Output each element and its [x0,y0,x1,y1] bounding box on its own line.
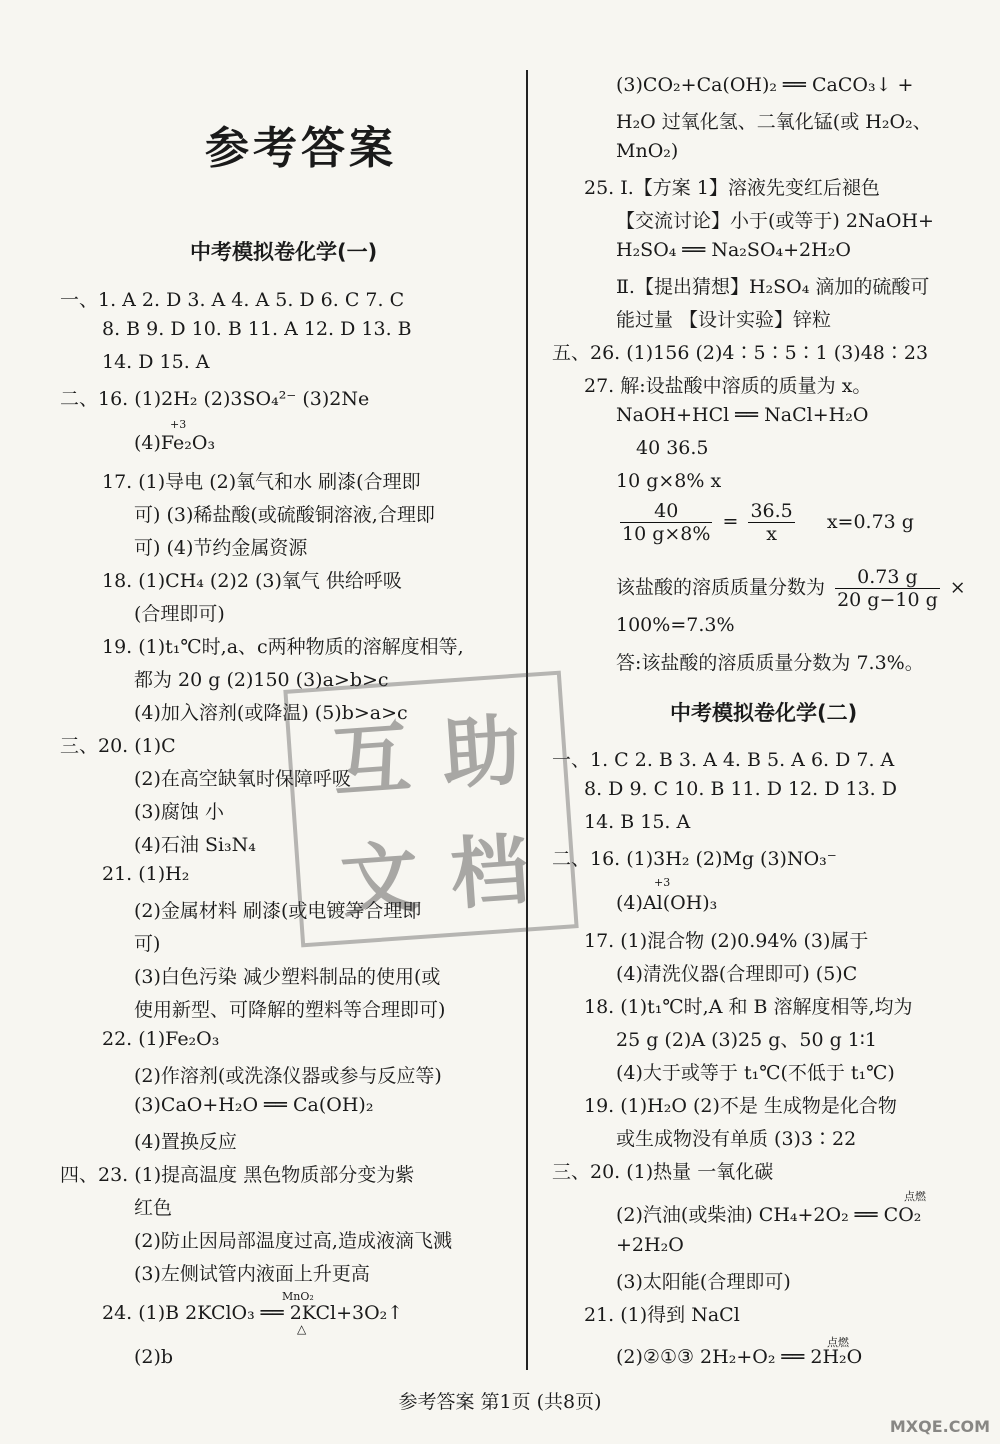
valence-mark: +3 [170,418,187,431]
answer-line: 红色 [134,1197,173,1219]
answer-line: 二、16. (1)2H₂ (2)3SO₄²⁻ (3)2Ne [60,388,370,410]
answer-line: 一、1. C 2. B 3. A 4. B 5. A 6. D 7. A [552,749,895,771]
answer-line: (3)白色污染 减少塑料制品的使用(或 [134,966,441,988]
answer-line: (3)太阳能(合理即可) [616,1271,791,1293]
answer-line: 24. (1)B 2KClO₃ ══ 2KCl+3O₂↑ [102,1302,404,1324]
answer-line: 可) (3)稀盐酸(或硫酸铜溶液,合理即 [134,504,435,526]
answer-line: (4)Fe₂O₃ [134,432,216,454]
answer-line: (3)腐蚀 小 [134,801,224,823]
answer-line: 19. (1)H₂O (2)不是 生成物是化合物 [584,1095,897,1117]
answer-line: 8. D 9. C 10. B 11. D 12. D 13. D [584,778,897,800]
answer-line: +2H₂O [616,1234,684,1256]
answer-line: (2)金属材料 刷漆(或电镀等合理即 [134,900,422,922]
answer-line: 25 g (2)A (3)25 g、50 g 1∶1 [616,1029,877,1051]
reaction-condition: MnO₂ [282,1290,314,1303]
answer-line: (3)左侧试管内液面上升更高 [134,1263,370,1285]
answer-line: Ⅱ.【提出猜想】H₂SO₄ 滴加的硫酸可 [616,276,930,298]
answer-line: H₂SO₄ ══ Na₂SO₄+2H₂O [616,239,851,261]
fraction: $\frac{36.5}{x}$ [750,500,793,545]
answer-line: 10 g×8% x [616,470,722,492]
answer-line: 或生成物没有单质 (3)3∶22 [616,1128,857,1150]
answer-line: MnO₂) [616,140,679,162]
fraction-line: 该盐酸的溶质质量分数为 $\frac{0.73 g}{20 g-10 g}$ × [616,566,966,611]
answer-line: 18. (1)t₁℃时,A 和 B 溶解度相等,均为 [584,996,913,1018]
answer-line: (2)汽油(或柴油) CH₄+2O₂ ══ CO₂ [616,1204,922,1226]
answer-line: 17. (1)导电 (2)氧气和水 刷漆(合理即 [102,471,421,493]
fraction-equation: $\frac{40}{10 g\times 8\%}$ = $\frac{36.5}{x}$ x=0.73 g [622,500,914,545]
answer-line: (2)b [134,1346,174,1368]
answer-line: 21. (1)H₂ [102,863,190,885]
answer-line: 18. (1)CH₄ (2)2 (3)氧气 供给呼吸 [102,570,402,592]
answer-line: (4)Al(OH)₃ [616,892,718,914]
answer-line: 四、23. (1)提高温度 黑色物质部分变为紫 [60,1164,415,1186]
answer-line: (2)防止因局部温度过高,造成液滴飞溅 [134,1230,452,1252]
answer-line: 14. D 15. A [102,351,210,373]
answer-line: (3)CO₂+Ca(OH)₂ ══ CaCO₃↓ + [616,74,914,96]
answer-line: 五、26. (1)156 (2)4∶5∶5∶1 (3)48∶23 [552,342,929,364]
answer-line: 都为 20 g (2)150 (3)a>b>c [134,669,389,691]
answer-line: (2)作溶剂(或洗涤仪器或参与反应等) [134,1065,442,1087]
answer-line: H₂O 过氧化氢、二氧化锰(或 H₂O₂、 [616,111,932,133]
answer-line: 答:该盐酸的溶质质量分数为 7.3%。 [616,652,924,674]
answer-line: (合理即可) [134,603,225,625]
reaction-condition: △ [297,1322,307,1336]
valence-mark: +3 [654,876,671,889]
page-footer: 参考答案 第1页 (共8页) [398,1391,602,1413]
answer-line: 8. B 9. D 10. B 11. A 12. D 13. B [102,318,412,340]
answer-line: (4)置换反应 [134,1131,237,1153]
answer-line: (4)清洗仪器(合理即可) (5)C [616,963,858,985]
section-title-1: 中考模拟卷化学(一) [190,240,378,264]
site-logo: MXQE.COM [889,1417,990,1436]
answer-line: 可) (4)节约金属资源 [134,537,308,559]
fraction: $\frac{0.73 g}{20 g-10 g}$ [837,566,938,611]
answer-line: 17. (1)混合物 (2)0.94% (3)属于 [584,930,869,952]
answer-line: 21. (1)得到 NaCl [584,1304,740,1326]
answer-line: 19. (1)t₁℃时,a、c两种物质的溶解度相等, [102,636,464,658]
answer-line: 二、16. (1)3H₂ (2)Mg (3)NO₃⁻ [552,848,837,870]
section-title-2: 中考模拟卷化学(二) [670,701,858,725]
answer-line: 使用新型、可降解的塑料等合理即可) [134,999,446,1021]
answer-line: 一、1. A 2. D 3. A 4. A 5. D 6. C 7. C [60,289,405,311]
answer-line: 27. 解:设盐酸中溶质的质量为 x。 [584,375,872,397]
answer-line: 25. Ⅰ.【方案 1】溶液先变红后褪色 [584,177,880,199]
answer-line: 14. B 15. A [584,811,691,833]
reaction-condition: 点燃 [904,1190,926,1203]
answer-line: (4)石油 Si₃N₄ [134,834,256,856]
answer-line: 三、20. (1)C [60,735,176,757]
answer-line: 100%=7.3% [616,614,735,636]
answer-line: (2)在高空缺氧时保障呼吸 [134,768,351,790]
answer-line: 能过量 【设计实验】锌粒 [616,309,832,331]
answer-line: (3)CaO+H₂O ══ Ca(OH)₂ [134,1094,374,1116]
answer-line: (4)大于或等于 t₁℃(不低于 t₁℃) [616,1062,895,1084]
answer-line: 40 36.5 [636,437,709,459]
page-title: 参考答案 [205,123,397,174]
answer-line: 三、20. (1)热量 一氧化碳 [552,1161,774,1183]
answer-line: 22. (1)Fe₂O₃ [102,1028,220,1050]
fraction: $\frac{40}{10 g\times 8\%}$ [622,500,711,545]
watermark-stamp: 互 助 文 档 [283,671,578,948]
reaction-condition: 点燃 [827,1336,849,1349]
answer-line: (4)加入溶剂(或降温) (5)b>a>c [134,702,408,724]
answer-line: 【交流讨论】小于(或等于) 2NaOH+ [616,210,934,232]
answer-line: 可) [134,933,161,955]
answer-line: (2)②①③ 2H₂+O₂ ══ 2H₂O [616,1346,863,1368]
answer-line: NaOH+HCl ══ NaCl+H₂O [616,404,869,426]
